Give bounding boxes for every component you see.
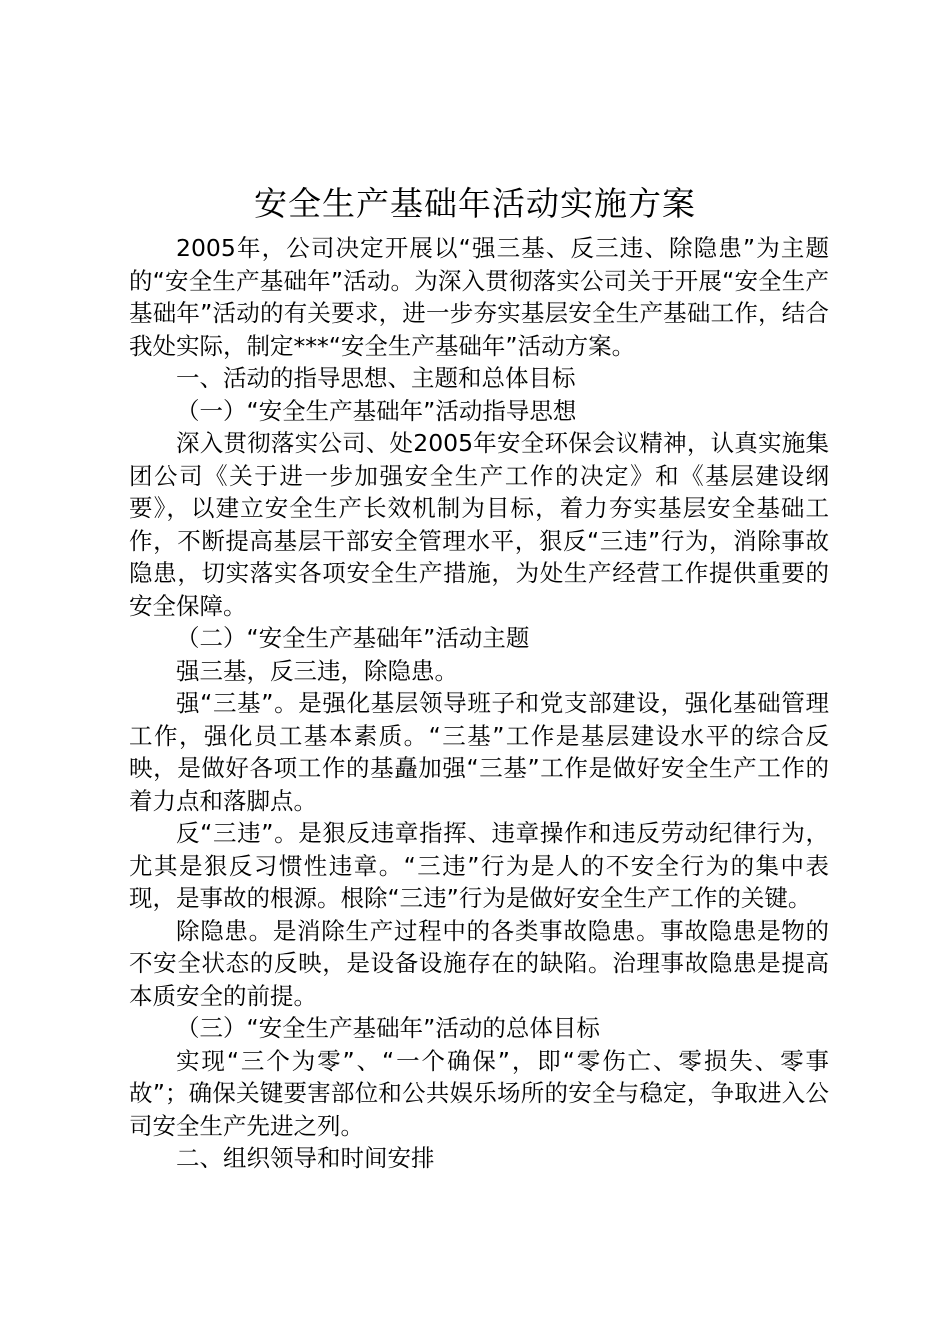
oppose-three-violations-paragraph: 反“三违”。是狠反违章指挥、违章操作和违反劳动纪律行为，尤其是狠反习惯性违章。“三违”行为是人的不安全行为的集中表现，是事故的根源。根除“三违”行为是做好安全生产工作的关键。 xyxy=(129,819,829,912)
subsection-heading-overall-goal: （三）“安全生产基础年”活动的总体目标 xyxy=(176,1014,600,1042)
subsection-heading-theme: （二）“安全生产基础年”活动主题 xyxy=(176,624,530,652)
document-title: 安全生产基础年活动实施方案 xyxy=(254,184,696,223)
document-body xyxy=(129,232,829,1175)
overall-goal-paragraph: 实现“三个为零”、“一个确保”，即“零伤亡、零损失、零事故”；确保关键要害部位和公共娱乐场所的安全与稳定，争取进入公司安全生产先进之列。 xyxy=(129,1046,829,1140)
theme-paragraph: 强三基，反三违，除隐患。 xyxy=(176,656,458,685)
strengthen-three-basics-paragraph: 强“三基”。是强化基层领导班子和党支部建设，强化基础管理工作，强化员工基本素质。“三基”工作是基层建设水平的综合反映，是做好各项工作的基矗加强“三基”工作是做好安全生产工作的着力点和落脚点。 xyxy=(129,689,829,815)
eliminate-hazards-paragraph: 除隐患。是消除生产过程中的各类事故隐患。事故隐患是物的不安全状态的反映，是设备设施存在的缺陷。治理事故隐患是提高本质安全的前提。 xyxy=(129,916,829,1010)
guiding-ideology-paragraph: 深入贯彻落实公司、处2005年安全环保会议精神，认真实施集团公司《关于进一步加强安全生产工作的决定》和《基层建设纲要》，以建立安全生产长效机制为目标，着力夯实基层安全基础工作，不断提高基层干部安全管理水平，狠反“三违”行为，消除事故隐患，切实落实各项安全生产措施，为处生产经营工作提供重要的安全保障。 xyxy=(129,429,829,620)
subsection-heading-guiding-ideology: （一）“安全生产基础年”活动指导思想 xyxy=(176,396,577,425)
section-heading-2: 二、组织领导和时间安排 xyxy=(176,1144,435,1172)
intro-paragraph: 2005年，公司决定开展以“强三基、反三违、除隐患”为主题的“安全生产基础年”活动。为深入贯彻落实公司关于开展“安全生产基础年”活动的有关要求，进一步夯实基层安全生产基础工作，结合我处实际，制定***“安全生产基础年”活动方案。 xyxy=(129,234,829,360)
section-heading-1: 一、活动的指导思想、主题和总体目标 xyxy=(176,364,576,392)
